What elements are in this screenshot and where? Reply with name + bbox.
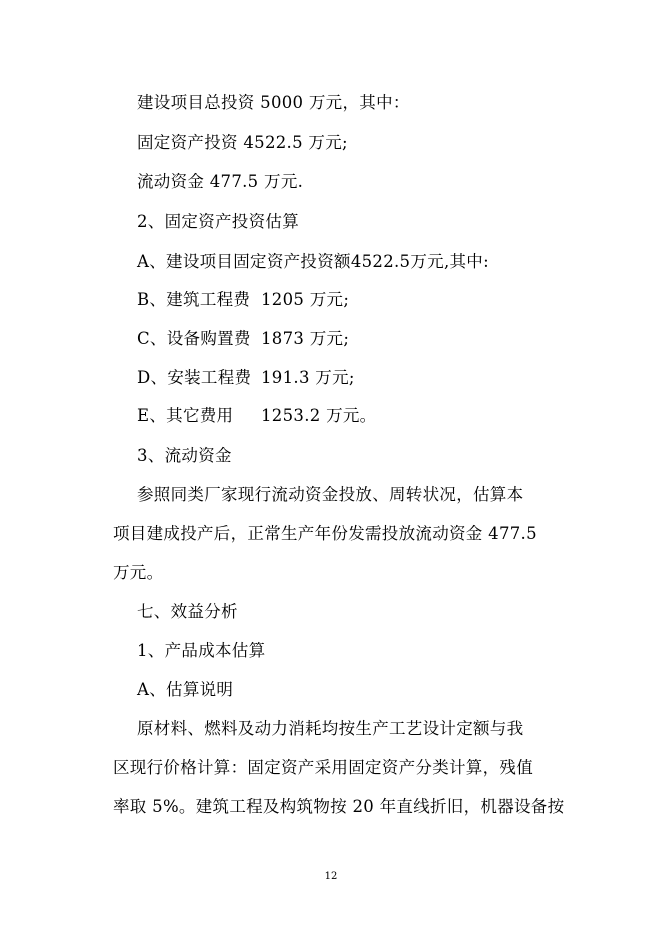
item-c-label: C、设备购置费 [137, 329, 251, 348]
paragraph-line: 原材料、燃料及动力消耗均按生产工艺设计定额与我 [137, 719, 524, 738]
item-b-value: 1205 万元; [261, 290, 350, 309]
working-capital-line: 流动资金 477.5 万元. [137, 172, 304, 191]
section-heading-fixed-asset-estimate: 2、固定资产投资估算 [137, 212, 299, 231]
item-b-label: B、建筑工程费 [137, 290, 251, 309]
subsection-heading-estimate-notes: A、估算说明 [137, 680, 234, 699]
item-e-value: 1253.2 万元。 [261, 406, 377, 425]
paragraph-line: 万元。 [113, 563, 164, 582]
item-e-line [137, 406, 376, 426]
item-d-label: D、安装工程费 [137, 368, 252, 387]
paragraph-line: 区现行价格计算：固定资产采用固定资产分类计算，残值 [113, 758, 533, 777]
total-investment-line: 建设项目总投资 5000 万元，其中： [137, 93, 410, 112]
page-number: 12 [324, 871, 338, 882]
item-b-line [137, 290, 349, 310]
paragraph-line: 率取 5%。建筑工程及构筑物按 20 年直线折旧，机器设备按 [113, 797, 565, 816]
paragraph-line: 参照同类厂家现行流动资金投放、周转状况，估算本 [137, 485, 524, 504]
section-heading-cost-estimate: 1、产品成本估算 [137, 641, 266, 660]
item-a-line: A、建设项目固定资产投资额4522.5万元,其中: [137, 252, 489, 271]
item-c-line [137, 329, 349, 349]
fixed-asset-investment-line: 固定资产投资 4522.5 万元; [137, 133, 348, 152]
item-d-line [137, 368, 355, 388]
item-c-value: 1873 万元; [261, 329, 350, 348]
item-e-label: E、其它费用 [137, 406, 234, 425]
item-d-value: 191.3 万元; [261, 368, 355, 387]
section-heading-working-capital: 3、流动资金 [137, 446, 232, 465]
paragraph-line: 项目建成投产后，正常生产年份发需投放流动资金 477.5 [113, 524, 537, 543]
chapter-heading-benefit-analysis: 七、效益分析 [137, 602, 238, 621]
